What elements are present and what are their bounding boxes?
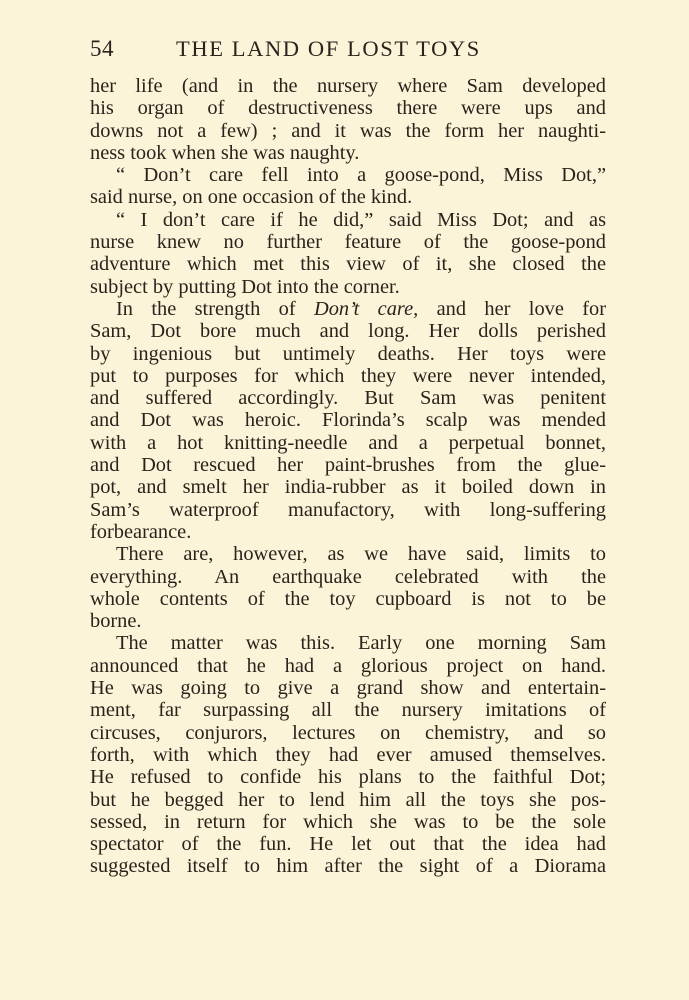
text-line: subject by putting Dot into the corner. xyxy=(90,275,400,298)
text-line: and Dot was heroic. Florinda’s scalp was mended xyxy=(90,409,606,432)
text-line: The matter was this. Early one morning Sam xyxy=(116,632,606,655)
text-line: said nurse, on one occasion of the kind. xyxy=(90,186,413,209)
text-line: pot, and smelt her india-rubber as it boiled down in xyxy=(90,476,606,499)
text-line: ness took when she was naughty. xyxy=(90,141,360,164)
body-text xyxy=(90,75,606,878)
page-header xyxy=(90,36,610,68)
text-line: He was going to give a grand show and entertain- xyxy=(90,677,606,700)
text-line: Sam’s waterproof manufactory, with long-suffering xyxy=(90,498,606,521)
text-line: with a hot knitting-needle and a perpetual bonnet, xyxy=(90,431,606,454)
text-segment: and her love for xyxy=(418,297,607,320)
text-line: forth, with which they had ever amused themselves. xyxy=(90,743,606,766)
text-line: Sam, Dot bore much and long. Her dolls perished xyxy=(90,320,606,343)
text-line: by ingenious but untimely deaths. Her toys were xyxy=(90,342,606,365)
text-line xyxy=(90,298,606,320)
text-line: nurse knew no further feature of the goose-pond xyxy=(90,231,606,254)
text-line: spectator of the fun. He let out that the idea had xyxy=(90,833,606,856)
text-line: put to purposes for which they were never intended, xyxy=(90,364,606,387)
text-line: borne. xyxy=(90,610,142,633)
text-line: and suffered accordingly. But Sam was penitent xyxy=(90,387,606,410)
text-line: announced that he had a glorious project on hand. xyxy=(90,654,606,677)
text-line: There are, however, as we have said, limits to xyxy=(116,543,606,566)
text-line: “ I don’t care if he did,” said Miss Dot; and as xyxy=(116,208,606,231)
running-title: THE LAND OF LOST TOYS xyxy=(176,36,481,61)
text-line: but he begged her to lend him all the toys she pos- xyxy=(90,788,606,811)
text-line: adventure which met this view of it, she closed the xyxy=(90,253,606,276)
text-line: whole contents of the toy cupboard is not to be xyxy=(90,587,606,610)
page-number: 54 xyxy=(90,36,114,61)
text-line: downs not a few) ; and it was the form her naughti- xyxy=(90,119,606,142)
text-line: “ Don’t care fell into a goose-pond, Miss Dot,” xyxy=(116,164,606,187)
text-line: ment, far surpassing all the nursery imitations of xyxy=(90,699,606,722)
text-line: and Dot rescued her paint-brushes from the glue- xyxy=(90,454,606,477)
text-line: everything. An earthquake celebrated with the xyxy=(90,565,606,588)
text-line: sessed, in return for which she was to be the sole xyxy=(90,810,606,833)
text-segment: In the strength of xyxy=(116,297,314,320)
text-line: his organ of destructiveness there were ups and xyxy=(90,97,606,120)
text-line: forbearance. xyxy=(90,520,192,543)
text-line: He refused to confide his plans to the faithful Dot; xyxy=(90,766,606,789)
italic-phrase: Don’t care, xyxy=(314,297,419,320)
text-line: her life (and in the nursery where Sam developed xyxy=(90,75,606,97)
text-line: circuses, conjurors, lectures on chemistry, and so xyxy=(90,721,606,744)
text-line: suggested itself to him after the sight of a Diorama xyxy=(90,855,606,878)
